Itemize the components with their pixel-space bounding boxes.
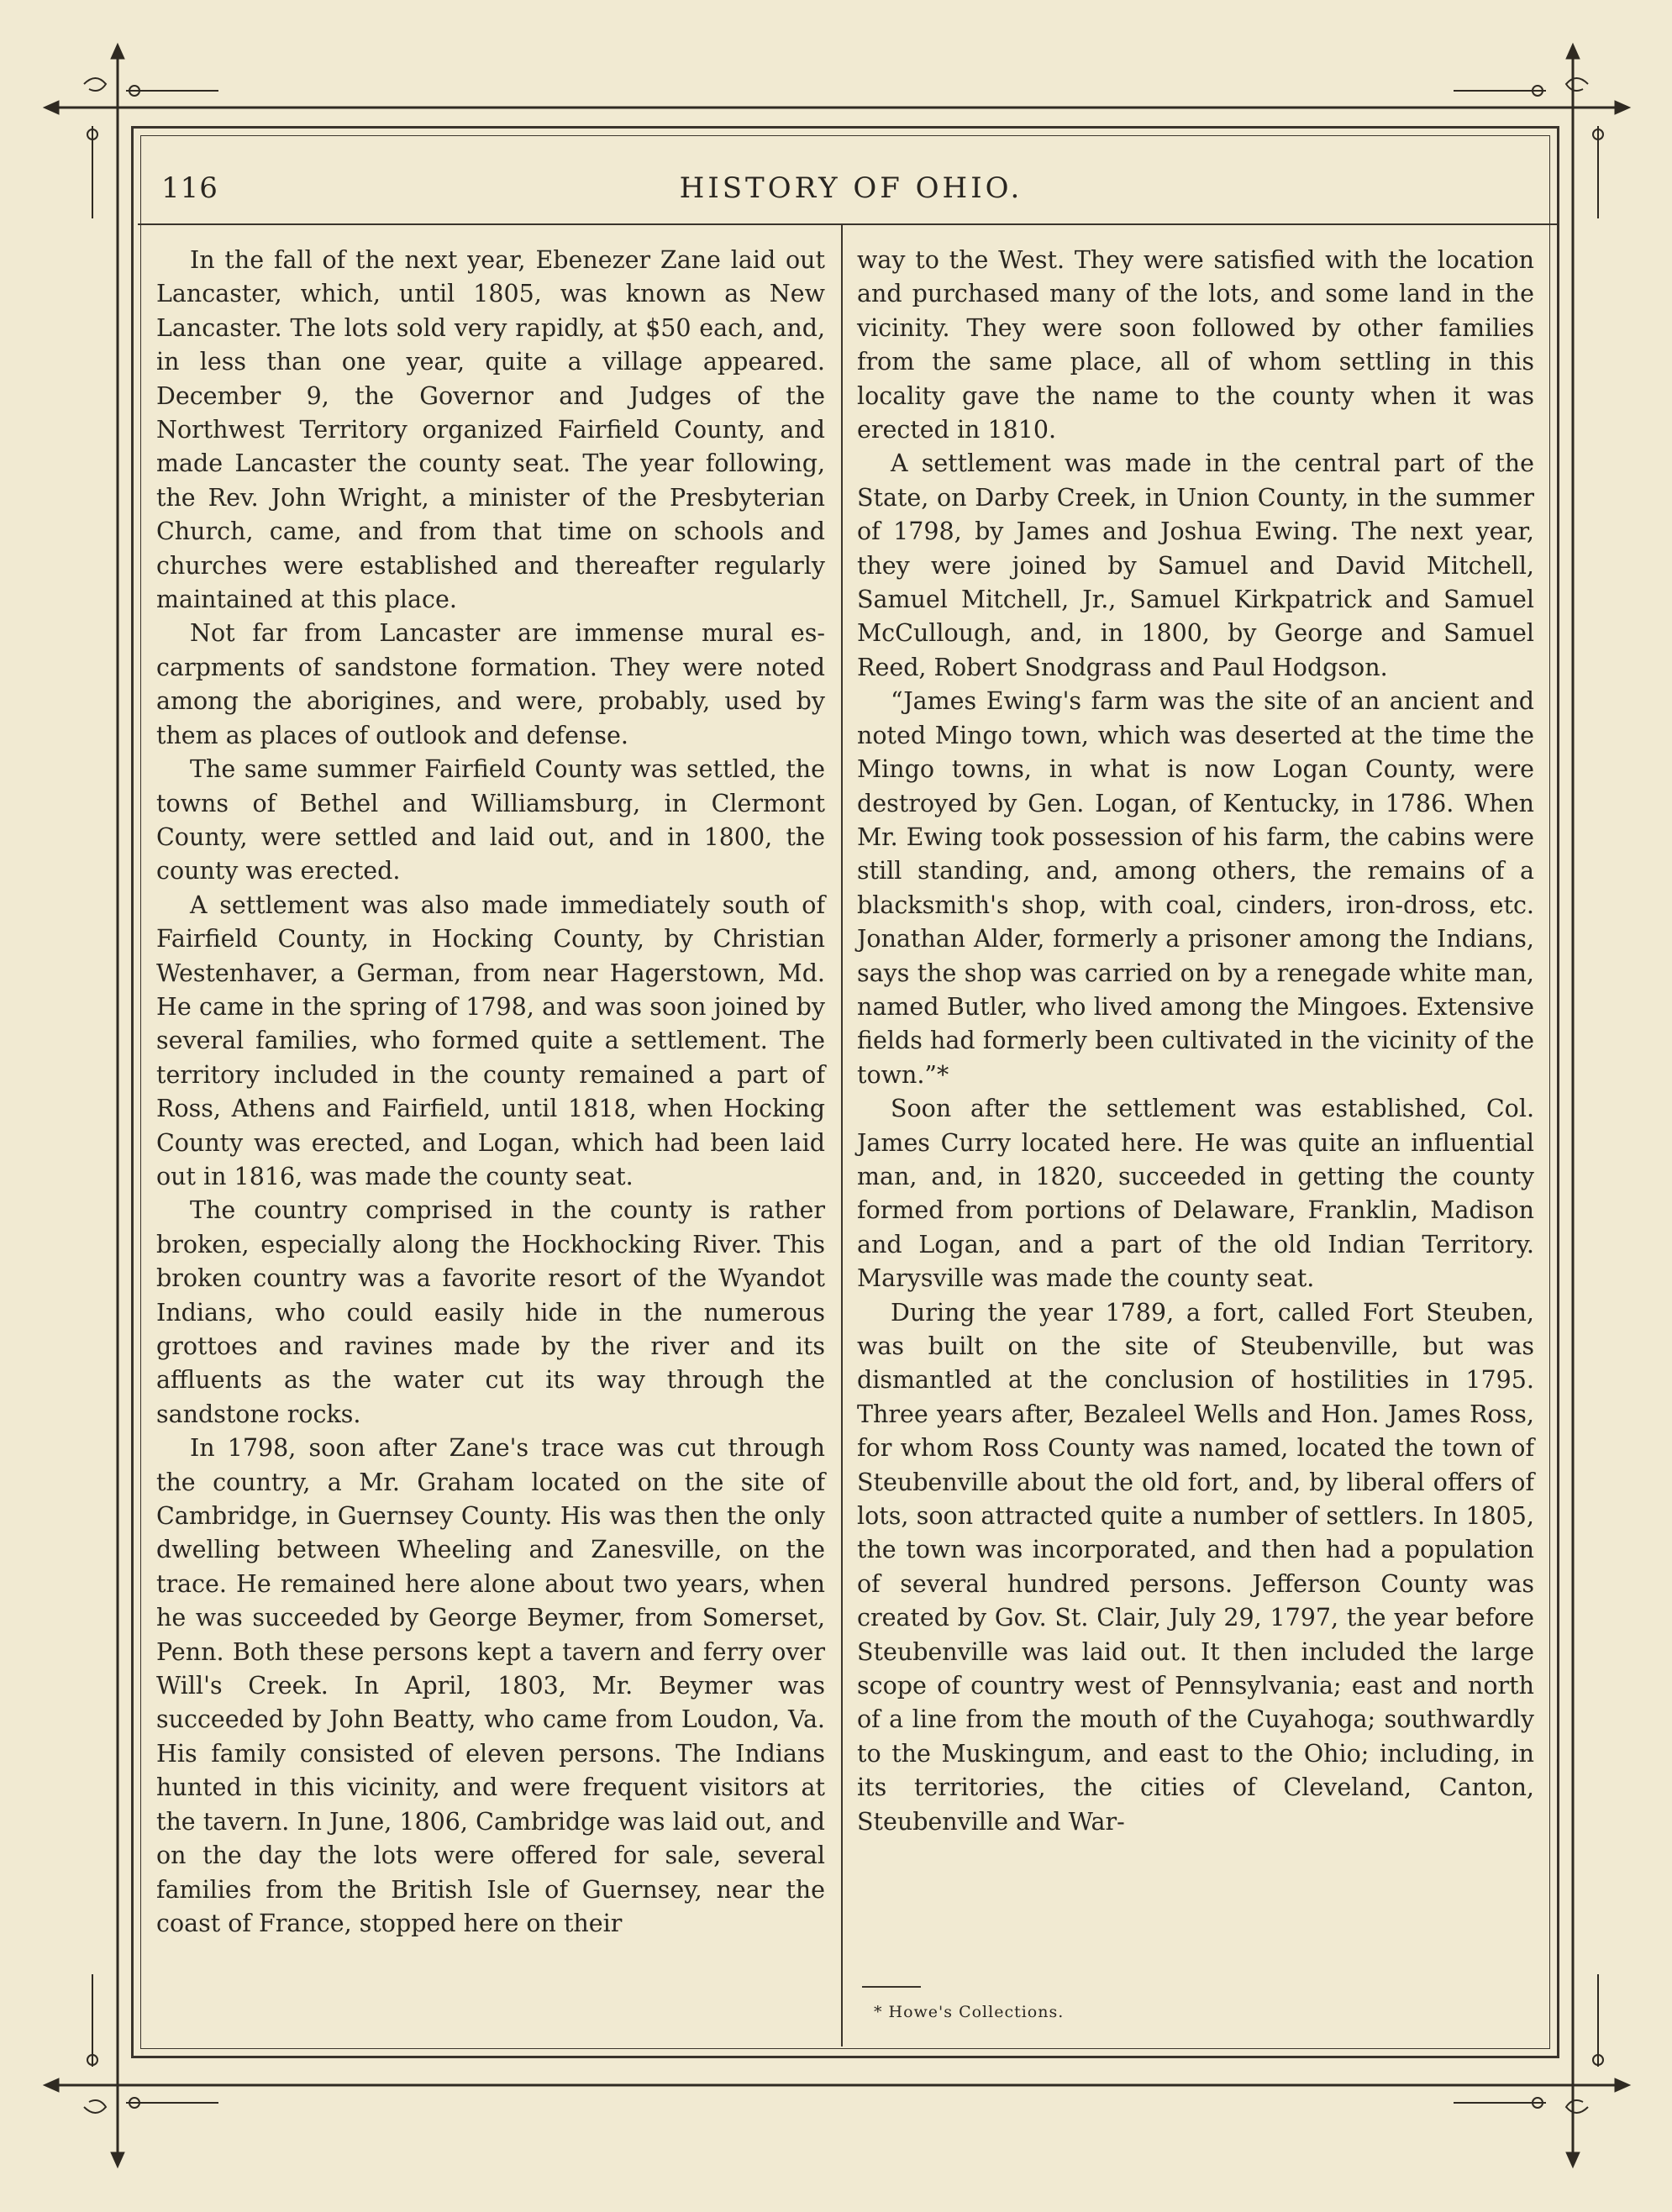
top-border-rule xyxy=(44,91,1630,114)
paragraph: Soon after the settlement was established, Col. James Curry located here. He was quite an influential man, and, in 1820, succeeded in getting the county formed from portions of Delaware, Franklin, Madison and Logan, and a part of the old Indian Territory. Marysville was made the county seat. xyxy=(857,1095,1534,1293)
paragraph: “James Ewing's farm was the site of an ancient and noted Mingo town, which was deserted at the time the Mingo towns, in what is now Logan County, were destroyed by Gen. Logan, of Kentucky, in 1786. When Mr. Ewing took possession of his farm, the cabins were still standing, and, among others, the remains of a blacksmith's shop, with coal, cinders, iron-dross, etc. Jonathan Alder, formerly a prisoner among the Indians, says the shop was carried on by a renegade white man, named Butler, who lived among the Mingoes. Extensive fields had formerly been cultivated in the vicinity of the town.”* xyxy=(857,687,1534,1089)
paragraph: A settlement was also made immediately south of Fairfield County, in Hocking County, by Christian Westenhaver, a German, from near Hagerstown, Md. He came in the spring of 1798, and was soon joined by several families, who formed quite a settlement. The territory included in the county remained a part of Ross, Athens and Fairfield, until 1818, when Hocking County was erected, and Logan, which had been laid out in 1816, was made the county seat. xyxy=(156,891,825,1190)
paragraph: A settlement was made in the central part of the State, on Darby Creek, in Union County, in the summer of 1798, by James and Joshua Ewing. The next year, they were joined by Samuel and David Mitchell, Samuel Mitchell, Jr., Samuel Kirkpatrick and Samuel McCullough, and, in 1800, by George and Samuel Reed, Robert Snodgrass and Paul Hodgson. xyxy=(857,449,1534,681)
column-divider xyxy=(841,225,843,2046)
paragraph: The country comprised in the county is rather broken, especially along the Hockhocking River. This broken country was a favorite resort of the Wyandot Indians, who could easily hide in the numerous grottoes and ravines made by the river and its affluents as the water cut its way through the sandstone rocks. xyxy=(156,1196,825,1428)
paragraph: In the fall of the next year, Ebenezer Zane laid out Lancaster, which, until 1805, was known as New Lancaster. The lots sold very rapidly, at $50 each, and, in less than one year, quite a village appeared. December 9, the Governor and Judges of the Northwest Territory organized Fairfield County, and made Lancaster the county seat. The year following, the Rev. John Wright, a minister of the Presbyterian Church, came, and from that time on schools and churches were established and thereafter regularly maintained at this place. xyxy=(156,246,825,614)
footnote: * Howe's Collections. xyxy=(874,2003,1065,2021)
left-border-rule xyxy=(92,44,124,2167)
footnote-rule xyxy=(862,1986,921,1988)
bottom-border-rule xyxy=(44,2078,1630,2103)
paragraph: Not far from Lancaster are immense mural escarpments of sandstone formation. They were noted among the aborigines, and were, probably, used by them as places of outlook and defense. xyxy=(156,619,825,749)
paragraph-continued: way to the West. They were satisfied with the location and purchased many of the lots, and some land in the vicinity. They were soon followed by other families from the same place, all of whom settling in this locality gave the name to the county when it was erected in 1810. xyxy=(857,246,1534,444)
running-head: HISTORY OF OHIO. xyxy=(679,171,1023,205)
header-rule xyxy=(138,223,1558,225)
paragraph: During the year 1789, a fort, called Fort Steuben, was built on the site of Steubenville, but was dismantled at the conclusion of hostilities in 1795. Three years after, Bezaleel Wells and Hon. James Ross, for whom Ross County was named, located the town of Steubenville about the old fort, and, by liberal offers of lots, soon attracted quite a number of settlers. In 1805, the town was incorporated, and then had a population of several hundred persons. Jefferson County was created by Gov. St. Clair, July 29, 1797, the year before Steubenville was laid out. It then included the large scope of country west of Pennsylvania; east and north of a line from the mouth of the Cuyahoga; southwardly to the Muskingum, and east to the Ohio; including, in its territories, the cities of Cleveland, Canton, Steubenville and War- xyxy=(857,1298,1534,1836)
left-column xyxy=(156,244,825,1941)
right-column xyxy=(857,244,1534,1839)
page-number: 116 xyxy=(161,171,218,205)
paragraph: In 1798, soon after Zane's trace was cut through the country, a Mr. Graham located on the site of Cambridge, in Guernsey County. His was then the only dwelling between Wheeling and Zanesville, on the trace. He remained here alone about two years, when he was succeeded by George Beymer, from Somerset, Penn. Both these persons kept a tavern and ferry over Will's Creek. In April, 1803, Mr. Beymer was succeeded by John Beatty, who came from Loudon, Va. His family consisted of eleven persons. The Indians hunted in this vicinity, and were frequent visitors at the tavern. In June, 1806, Cambridge was laid out, and on the day the lots were offered for sale, several families from the British Isle of Guernsey, near the coast of France, stopped here on their xyxy=(156,1434,825,1937)
paragraph: The same summer Fairfield County was settled, the towns of Bethel and Williamsburg, in Clermont County, were settled and laid out, and in 1800, the county was erected. xyxy=(156,755,825,885)
right-border-rule xyxy=(1566,44,1598,2167)
page-header xyxy=(158,168,1544,218)
